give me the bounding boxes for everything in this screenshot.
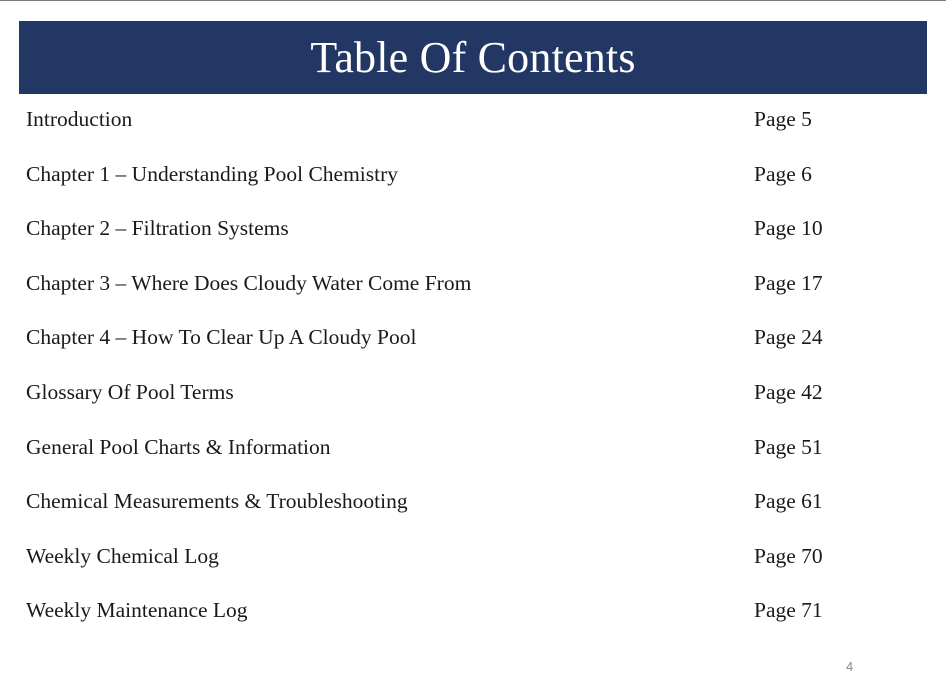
- toc-entry-title: Chapter 2 – Filtration Systems: [26, 216, 289, 241]
- page-title: Table Of Contents: [310, 32, 636, 82]
- toc-entry-page: Page 10: [754, 216, 823, 241]
- toc-entry-page: Page 61: [754, 489, 823, 514]
- toc-entry-title: Chapter 1 – Understanding Pool Chemistry: [26, 161, 399, 186]
- toc-entry-page: Page 42: [754, 379, 823, 404]
- toc-entry-title: Weekly Maintenance Log: [26, 598, 248, 623]
- top-divider: [0, 0, 946, 1]
- toc-entry-page: Page 70: [754, 543, 823, 568]
- toc-entry-title: Glossary Of Pool Terms: [26, 379, 234, 404]
- toc-entry[interactable]: [26, 321, 926, 376]
- toc-entry-page: Page 5: [754, 107, 812, 131]
- slide-number: 4: [846, 659, 854, 674]
- toc-entry-title: Weekly Chemical Log: [26, 543, 219, 568]
- table-of-contents: [26, 103, 926, 649]
- toc-entry[interactable]: [26, 431, 926, 486]
- toc-entry[interactable]: [26, 267, 926, 322]
- toc-entry-page: Page 17: [754, 270, 823, 295]
- toc-entry-page: Page 24: [754, 325, 823, 350]
- toc-entry[interactable]: [26, 103, 926, 158]
- toc-entry-page: Page 51: [754, 434, 823, 459]
- toc-entry[interactable]: [26, 376, 926, 431]
- toc-entry[interactable]: [26, 540, 926, 595]
- toc-entry-title: Chemical Measurements & Troubleshooting: [26, 489, 408, 514]
- toc-entry[interactable]: [26, 485, 926, 540]
- toc-entry-title: General Pool Charts & Information: [26, 434, 331, 459]
- toc-entry-title: Chapter 4 – How To Clear Up A Cloudy Pool: [26, 325, 417, 350]
- toc-entry-title: Introduction: [26, 107, 133, 131]
- toc-entry[interactable]: [26, 212, 926, 267]
- toc-entry-page: Page 6: [754, 161, 812, 186]
- title-banner: [19, 21, 927, 94]
- toc-entry-page: Page 71: [754, 598, 823, 623]
- toc-entry[interactable]: [26, 594, 926, 649]
- toc-entry[interactable]: [26, 158, 926, 213]
- toc-entry-title: Chapter 3 – Where Does Cloudy Water Come From: [26, 270, 472, 295]
